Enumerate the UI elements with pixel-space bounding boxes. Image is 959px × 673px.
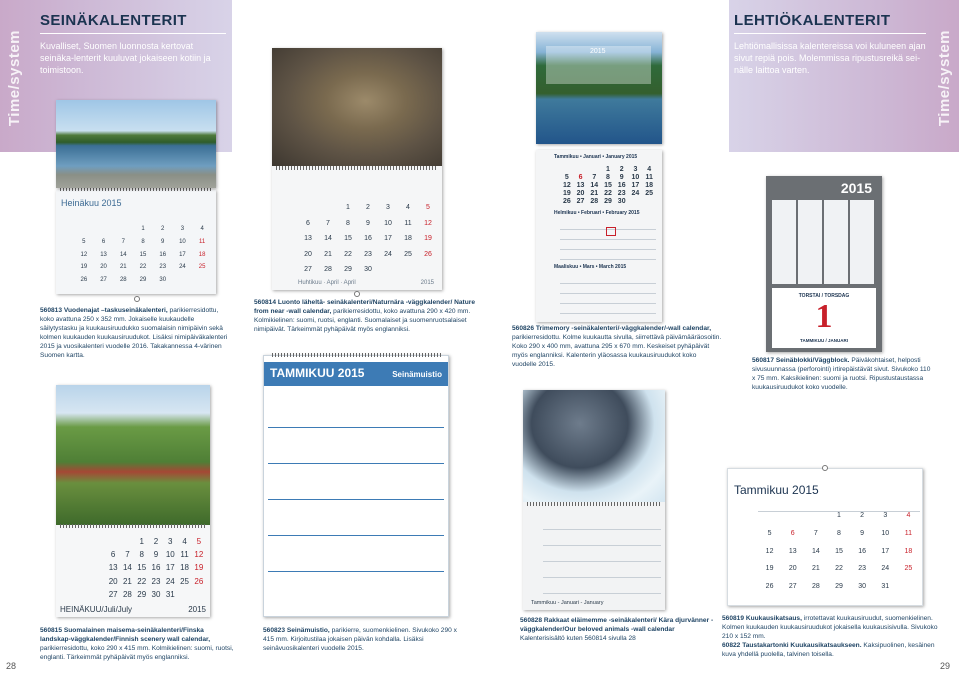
day-cell: 20 <box>576 190 585 197</box>
day-cell: 17 <box>384 235 392 243</box>
day-cell: 24 <box>631 190 640 197</box>
calendar-year: 2015 <box>420 280 434 286</box>
day-cell: 1 <box>139 537 144 546</box>
day-cell: 2 <box>860 512 865 519</box>
day-cell: 17 <box>179 251 186 258</box>
hanging-hole <box>822 465 828 471</box>
day-cell: 15 <box>137 563 147 573</box>
block-day-number: 1 <box>815 298 833 335</box>
left-section-title: SEINÄKALENTERIT <box>40 12 187 29</box>
day-cell: 23 <box>617 190 626 197</box>
left-section-intro: Kuvalliset, Suomen luonnosta kertovat seinäka-lenterit kuuluvat jokaiseen kotiin ja toimistoon. <box>40 41 211 75</box>
day-cell: 1 <box>141 226 145 232</box>
brand-logo-left: Time/system <box>6 30 23 127</box>
day-cell: 15 <box>835 547 843 555</box>
day-cell: 8 <box>141 238 145 245</box>
day-cell: 19 <box>424 235 432 243</box>
day-cell: 7 <box>813 529 818 537</box>
ermine-photo <box>523 390 665 502</box>
product-code: 560813 <box>40 307 63 314</box>
day-cell: 25 <box>404 250 412 258</box>
month-heading-2: Helmikuu • Februari • February 2015 <box>554 210 640 216</box>
day-cell: 1 <box>606 166 610 173</box>
day-cell: 3 <box>633 166 638 173</box>
day-cell: 24 <box>165 576 175 586</box>
day-cell: 2 <box>153 537 159 546</box>
nature-calendar-560814 <box>272 48 442 290</box>
village-photo <box>56 385 210 525</box>
product-desc-2: Kaksipuolinen, kesäinen kuva yhdellä puolella, talvinen toisella. <box>722 642 935 658</box>
product-desc: parikierresidottu. Kolme kuukautta sivulla, siirrettävä päivämääräosoitin. Koko 290 x 400 mm, avattuna 295 x 670 mm. Keskeiset pyhäpäivät myös englanniksi. Kalenterin yläosassa kuukausiruudukot koko vuodelle 2015. <box>512 334 722 368</box>
day-cell: 8 <box>139 550 144 560</box>
day-cell: 20 <box>108 576 118 586</box>
day-cell: 10 <box>631 174 640 181</box>
day-cell: 19 <box>765 565 774 573</box>
day-cell: 18 <box>180 563 190 573</box>
day-cell: 22 <box>139 264 147 271</box>
caption-560826 <box>512 324 722 369</box>
day-cell: 10 <box>179 238 186 245</box>
day-cell: 1 <box>346 204 350 211</box>
day-cell: 25 <box>904 565 913 573</box>
day-cell: 12 <box>80 251 88 258</box>
day-cell: 13 <box>108 563 118 573</box>
day-cell: 21 <box>811 565 820 573</box>
month-grid <box>74 226 212 290</box>
product-code: 560823 <box>263 627 286 634</box>
day-cell: 16 <box>364 235 372 243</box>
day-cell: 18 <box>904 547 913 555</box>
day-cell: 9 <box>860 529 865 537</box>
day-cell: 6 <box>101 238 106 245</box>
day-cell: 1 <box>837 512 841 519</box>
day-cell: 19 <box>562 190 571 197</box>
day-cell: 30 <box>159 277 167 284</box>
product-name: Seinäblokki/Väggblock. <box>775 357 850 364</box>
memo-month-title: TAMMIKUU 2015 <box>270 366 365 380</box>
caption-560813 <box>40 306 230 360</box>
day-cell: 28 <box>590 198 599 205</box>
memo-week-rows <box>268 392 444 606</box>
day-cell: 29 <box>139 277 147 284</box>
day-cell: 15 <box>139 251 147 258</box>
day-cell: 29 <box>604 198 612 205</box>
caption-560823 <box>263 626 463 653</box>
month-grid <box>298 204 438 282</box>
caption-560817 <box>752 356 932 392</box>
day-cell: 22 <box>137 576 147 586</box>
product-code: 560814 <box>254 299 277 306</box>
day-cell: 6 <box>790 529 795 537</box>
day-cell: 30 <box>617 198 626 205</box>
month-grid <box>758 511 920 601</box>
landscape-calendar-560815 <box>56 385 210 617</box>
day-cell: 4 <box>906 512 911 519</box>
product-name-2: Taustakartonki Kuukausikatsaukseen. <box>742 642 862 649</box>
day-cell: 14 <box>590 182 599 189</box>
day-cell: 19 <box>80 264 88 271</box>
product-desc: parikierresidottu, koko avattuna 290 x 420 mm. Kolmikielinen: suomi, ruotsi, englanti. Suomalaiset ja suomenruotsalaiset nimipäivät. Tärkeimmät pyhäpäivät myös englanniksi. <box>254 308 471 333</box>
calendar-month-title: Huhtikuu · April · April <box>298 280 356 286</box>
day-cell: 13 <box>576 182 585 189</box>
day-cell: 12 <box>194 550 204 560</box>
caption-560815 <box>40 626 236 662</box>
day-cell: 26 <box>562 198 571 205</box>
right-section-intro: Lehtiömallisissa kalentereissa voi kuluneen ajan sivut repiä pois. Molemmissa ripustusreikä sei-nälle laittoa varten. <box>734 41 926 75</box>
product-desc: irrotettavat kuukausiruudut, suomenkielinen. Kolmen kuukauden kuukausiruudukot jokaisella kuukausisivulla. Sivukoko 210 x 152 mm. <box>722 615 938 640</box>
day-cell: 5 <box>426 204 430 211</box>
day-cell: 29 <box>344 266 352 274</box>
spiral-binding <box>527 502 661 506</box>
right-section-title: LEHTIÖKALENTERIT <box>734 12 891 29</box>
month-grid <box>106 537 206 603</box>
block-year: 2015 <box>840 180 872 196</box>
day-cell: 23 <box>159 264 167 271</box>
block-month-label: TAMMIKUU / JANUARI <box>800 338 848 343</box>
day-cell: 23 <box>364 250 372 258</box>
day-cell: 12 <box>562 182 571 189</box>
animals-calendar-560828 <box>523 390 665 610</box>
day-cell: 3 <box>883 512 888 519</box>
day-cell: 21 <box>119 264 127 271</box>
year-month-grids <box>772 200 876 284</box>
day-cell: 7 <box>326 219 330 227</box>
calendar-month-title: HEINÄKUU/Juli/July <box>60 605 133 614</box>
day-cell: 6 <box>306 219 310 227</box>
product-desc: Päiväkohtaiset, helposti sivusuunnassa (perforointi) irtirepäistävät sivut. Sivukoko 110 x 75 mm. Kaksikielinen: suomi ja ruotsi. Ripustustaustassa kuukausiruudukot koko vuodelle. <box>752 357 931 391</box>
product-code: 560828 <box>520 617 543 624</box>
day-cell: 10 <box>384 219 392 227</box>
day-cell: 16 <box>858 547 867 555</box>
day-cell: 29 <box>835 583 843 591</box>
overview-month-title: Tammikuu 2015 <box>734 483 819 497</box>
day-cell: 17 <box>881 547 890 555</box>
day-cell: 22 <box>835 565 843 573</box>
memo-brand: Seinämuistio <box>392 370 442 379</box>
day-cell: 10 <box>881 529 890 537</box>
day-cell: 5 <box>767 529 772 537</box>
caption-560828 <box>520 616 716 643</box>
day-cell: 26 <box>194 576 204 586</box>
day-cell: 5 <box>196 537 202 546</box>
day-cell: 7 <box>592 174 597 181</box>
day-cell: 27 <box>304 266 312 274</box>
day-cell: 14 <box>811 547 820 555</box>
day-cell: 28 <box>324 266 332 274</box>
product-name: Kuukausikatsaus, <box>745 615 802 622</box>
day-cell: 9 <box>366 219 370 227</box>
product-desc: parikierre, suomenkielinen. Sivukoko 290 x 415 mm. Kirjoitustilaa jokaisen päivän kohdalla. Lisäksi seinävuosikalenteri vuodelle 2015. <box>263 627 457 652</box>
day-cell: 17 <box>165 563 175 573</box>
day-cell: 8 <box>606 174 610 181</box>
day-cell: 11 <box>199 238 206 245</box>
day-cell: 23 <box>151 576 161 586</box>
spiral-binding <box>272 353 442 357</box>
calendar-month-title: Heinäkuu 2015 <box>61 198 122 208</box>
date-indicator <box>606 227 616 236</box>
memo-header <box>264 362 448 386</box>
forest-lake-photo <box>536 32 662 144</box>
day-cell: 25 <box>198 264 206 271</box>
day-cell: 8 <box>837 529 841 537</box>
day-cell: 6 <box>110 550 116 560</box>
hanging-hole <box>354 291 360 297</box>
month-heading-3: Maaliskuu • Mars • March 2015 <box>554 264 627 270</box>
day-cell: 31 <box>165 589 175 599</box>
day-cell: 28 <box>811 583 820 591</box>
calendar-year: 2015 <box>590 48 606 55</box>
product-name: Rakkaat eläimemme -seinäkalenteri/ Kära djurvänner -väggkalender/Our beloved animals -wall calendar <box>520 617 714 633</box>
day-cell: 18 <box>645 182 654 189</box>
day-cell: 11 <box>180 550 189 560</box>
day-cell: 21 <box>590 190 599 197</box>
day-cell: 14 <box>324 235 332 243</box>
product-name: Suomalainen maisema-seinäkalenteri/Finska landskap-väggkalender/Finnish scenery wall calendar, <box>40 627 211 643</box>
day-cell: 4 <box>647 166 652 173</box>
product-code: 560817 <box>752 357 775 364</box>
month-grid-january <box>560 166 656 206</box>
day-cell: 13 <box>100 251 107 258</box>
day-cell: 21 <box>122 576 132 586</box>
day-cell: 31 <box>881 583 890 591</box>
day-cell: 16 <box>151 563 161 573</box>
day-cell: 4 <box>200 226 204 232</box>
day-cell: 16 <box>617 182 626 189</box>
day-cell: 30 <box>858 583 867 591</box>
day-cell: 7 <box>121 238 125 245</box>
lake-photo <box>56 100 216 188</box>
day-cell: 26 <box>80 277 88 284</box>
right-title-rule <box>734 33 926 34</box>
day-cell: 13 <box>304 235 312 243</box>
day-cell: 3 <box>180 226 185 232</box>
day-cell: 20 <box>304 250 312 258</box>
product-name: Luonto läheltä- seinäkalenteri/Naturnära -väggkalender/ Nature from near -wall calendar, <box>254 299 475 315</box>
product-desc: Kalenterisisältö kuten 560814 sivulla 28 <box>520 635 636 642</box>
day-cell: 9 <box>619 174 624 181</box>
product-code: 560815 <box>40 627 63 634</box>
wall-memo-560823 <box>263 355 449 617</box>
month-grid <box>543 514 661 598</box>
wall-block-560817 <box>766 176 882 352</box>
day-cell: 7 <box>125 550 130 560</box>
day-cell: 26 <box>424 250 432 258</box>
day-cell: 10 <box>165 550 175 560</box>
tear-off-page <box>772 288 876 348</box>
calendar-year: 2015 <box>188 605 206 614</box>
day-cell: 16 <box>159 251 167 258</box>
day-cell: 3 <box>168 537 173 546</box>
page-number-right: 29 <box>940 661 951 671</box>
day-cell: 27 <box>576 198 585 205</box>
page-number-left: 28 <box>6 661 17 671</box>
day-cell: 6 <box>578 174 583 181</box>
product-code: 560819 <box>722 615 745 622</box>
day-cell: 25 <box>180 576 190 586</box>
day-cell: 27 <box>100 277 107 284</box>
month-grid-march <box>560 274 656 318</box>
day-cell: 4 <box>406 204 410 211</box>
day-cell: 13 <box>788 547 797 555</box>
product-desc: parikierresidottu, koko avattuna 250 x 352 mm. Jokaiselle kuukaudelle säilytystasku ja kuukausiruudukko suomalaisin nimipäivin sekä kolmen kuukauden kuukausiruudukot. Lisäksi nimipäiväkalenteri 2015 ja vuosikalenteri vuodelle 2016. Takakannessa 4-värinen Suomen kartta. <box>40 307 228 359</box>
spiral-binding <box>276 166 438 170</box>
day-cell: 2 <box>619 166 624 173</box>
day-cell: 29 <box>137 589 147 599</box>
brand-logo-right: Time/system <box>936 30 953 127</box>
product-name: Vuodenajat –taskuseinäkalenteri, <box>63 307 168 314</box>
day-cell: 11 <box>904 529 913 537</box>
calendar-month-title: Tammikuu - Januari - January <box>531 600 604 606</box>
day-cell: 30 <box>364 266 372 274</box>
lizard-photo <box>272 48 442 166</box>
product-name: Trimemory -seinäkalenteri/-väggkalender/-wall calendar, <box>535 325 712 332</box>
day-cell: 20 <box>788 565 797 573</box>
day-cell: 12 <box>424 219 432 227</box>
day-cell: 21 <box>324 250 332 258</box>
day-cell: 25 <box>645 190 654 197</box>
day-cell: 18 <box>404 235 412 243</box>
day-cell: 18 <box>198 251 206 258</box>
day-cell: 23 <box>858 565 867 573</box>
day-cell: 28 <box>122 589 132 599</box>
day-cell: 3 <box>386 204 390 211</box>
hanging-hole <box>134 296 140 302</box>
caption-560819 <box>722 614 944 659</box>
day-cell: 14 <box>122 563 132 573</box>
day-cell: 11 <box>645 174 653 181</box>
day-cell: 2 <box>161 226 165 232</box>
day-cell: 11 <box>404 219 412 227</box>
left-title-rule <box>40 33 226 34</box>
day-cell: 28 <box>119 277 127 284</box>
day-cell: 30 <box>151 589 161 599</box>
product-code: 560826 <box>512 325 535 332</box>
day-cell: 20 <box>100 264 107 271</box>
day-cell: 27 <box>108 589 118 599</box>
day-cell: 19 <box>194 563 204 573</box>
day-cell: 14 <box>119 251 127 258</box>
day-cell: 5 <box>564 174 569 181</box>
day-cell: 24 <box>881 565 890 573</box>
day-cell: 22 <box>604 190 612 197</box>
day-cell: 15 <box>344 235 352 243</box>
monthly-overview-560819 <box>727 468 923 606</box>
day-cell: 27 <box>788 583 797 591</box>
caption-560814 <box>254 298 476 334</box>
trimemory-calendar-560826 <box>536 150 662 322</box>
day-cell: 4 <box>182 537 187 546</box>
day-cell: 17 <box>631 182 640 189</box>
day-cell: 2 <box>366 204 370 211</box>
day-cell: 22 <box>344 250 352 258</box>
day-cell: 24 <box>179 264 186 271</box>
day-cell: 24 <box>384 250 392 258</box>
day-cell: 8 <box>346 219 350 227</box>
day-cell: 12 <box>765 547 774 555</box>
spiral-binding <box>60 524 206 528</box>
day-cell: 26 <box>765 583 774 591</box>
product-code-2: 60822 <box>722 642 741 649</box>
block-day-label: TORSTAI / TORSDAG <box>798 293 850 299</box>
day-cell: 9 <box>161 238 165 245</box>
day-cell: 5 <box>82 238 86 245</box>
pocket-calendar-560813 <box>56 190 216 294</box>
day-cell: 15 <box>604 182 612 189</box>
day-cell: 9 <box>153 550 159 560</box>
product-name: Seinämuistio, <box>286 627 330 634</box>
month-heading-1: Tammikuu • Januari • January 2015 <box>554 154 638 160</box>
product-desc: parikierresidottu, koko 290 x 415 mm. Kolmikielinen: suomi, ruotsi, englanti. Tärkeimmät pyhäpäivät myös englanniksi. <box>40 645 234 661</box>
